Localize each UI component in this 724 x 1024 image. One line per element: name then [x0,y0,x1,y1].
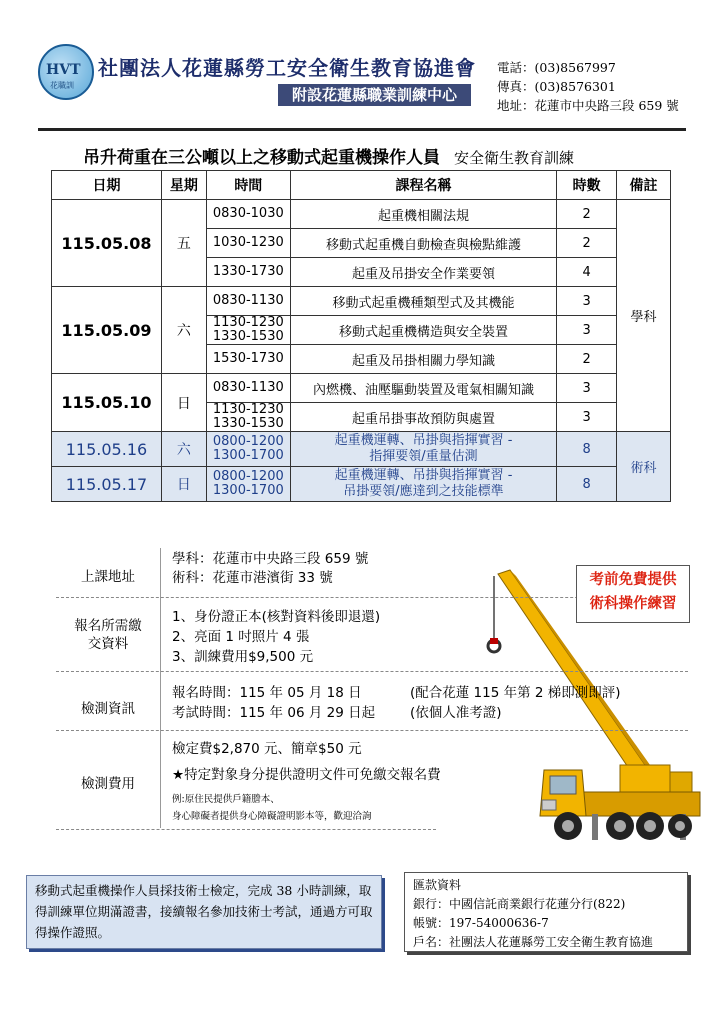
address-label: 上課地址 [81,569,135,585]
exam-date: 考試時間：115 年 06 月 29 日起 [172,705,376,721]
remit-title: 匯款資料 [413,878,462,892]
promo-line: 術科操作練習 [589,596,677,612]
header-weekday: 星期 [161,171,206,200]
docs-item: 1、身份證正本(核對資料後即退還) [172,609,381,625]
branch-banner: 附設花蓮縣職業訓練中心 [278,84,471,106]
course-cell: 內燃機、油壓驅動裝置及電氣相關知識 [290,374,556,403]
table-header-row [52,171,671,200]
exam-registration: 報名時間：115 年 05 月 18 日 [172,685,362,701]
hours-cell: 3 [557,316,617,345]
table-row [52,200,671,229]
time-cell [206,403,290,432]
course-cell [290,432,556,467]
fee-label: 檢測費用 [81,776,135,792]
note-practice-cell: 術科 [617,432,671,502]
time-cell [206,467,290,502]
time-cell: 1330-1730 [206,258,290,287]
header-date: 日期 [52,171,162,200]
course-cell: 移動式起重機種類型式及其機能 [290,287,556,316]
time-line: 0800-1200 [212,469,284,484]
fax-text: 傳真：(03)8576301 [497,79,616,94]
hours-cell: 4 [557,258,617,287]
weekday-cell: 日 [161,467,206,502]
info-rule [56,671,688,672]
time-cell: 0830-1130 [206,287,290,316]
course-cell [290,467,556,502]
docs-label-line1: 報名所需繳 [74,618,142,634]
hours-cell: 2 [557,200,617,229]
time-cell [206,316,290,345]
hours-cell: 2 [557,345,617,374]
info-divider-vertical [160,548,161,828]
header-note: 備註 [617,171,671,200]
info-rule [56,829,436,830]
table-row [52,432,671,467]
fee-text: 檢定費$2,870 元、簡章$50 元 [172,741,362,757]
schedule-table [51,170,671,502]
address-practice: 術科：花蓮市港濱街 33 號 [172,570,333,586]
hours-cell: 2 [557,229,617,258]
time-cell: 0830-1030 [206,200,290,229]
hours-cell: 3 [557,403,617,432]
course-line: 起重機運轉、吊掛與指揮實習 - [334,433,513,448]
header-divider [38,128,686,131]
promo-box [576,565,690,623]
time-line: 1130-1230 [212,402,284,417]
date-cell: 115.05.17 [52,467,162,502]
note-theory-cell: 學科 [617,200,671,432]
course-title [83,143,574,168]
time-line: 1130-1230 [212,315,284,330]
table-row [52,467,671,502]
date-cell: 115.05.16 [52,432,162,467]
course-cell: 起重吊掛事故預防與處置 [290,403,556,432]
hours-cell: 3 [557,374,617,403]
hours-cell: 8 [557,467,617,502]
time-cell [206,432,290,467]
exam-label: 檢測資訊 [81,701,135,717]
table-row [52,287,671,316]
remit-account: 帳號：197-54000636-7 [413,916,549,930]
docs-item: 3、訓練費用$9,500 元 [172,649,314,665]
docs-item: 2、亮面 1 吋照片 4 張 [172,629,310,645]
fee-example-2: 身心障礙者提供身心障礙證明影本等，歡迎洽詢 [172,811,372,822]
time-line: 1300-1700 [212,483,284,498]
weekday-cell: 五 [161,200,206,287]
address-text: 地址：花蓮市中央路三段 659 號 [497,98,679,113]
header-time: 時間 [206,171,290,200]
time-line: 1300-1700 [212,448,284,463]
date-cell: 115.05.09 [52,287,162,374]
logo-subtext: 花職訓 [50,81,74,90]
course-cell: 起重機相關法規 [290,200,556,229]
promo-line: 考前免費提供 [589,572,677,588]
logo-text: HVT [46,62,81,78]
course-line: 指揮要領/重量估測 [369,449,478,464]
weekday-cell: 六 [161,287,206,374]
hours-cell: 8 [557,432,617,467]
time-cell: 1030-1230 [206,229,290,258]
date-cell: 115.05.08 [52,200,162,287]
phone-text: 電話：(03)8567997 [497,60,616,75]
hours-cell: 3 [557,287,617,316]
remit-bank: 銀行：中國信託商業銀行花蓮分行(822) [413,897,626,911]
time-cell: 1530-1730 [206,345,290,374]
time-cell: 0830-1130 [206,374,290,403]
time-line: 0800-1200 [212,434,284,449]
header-course: 課程名稱 [290,171,556,200]
course-cell: 移動式起重機自動檢查與檢點維護 [290,229,556,258]
license-notice: 移動式起重機操作人員採技術士檢定，完成 38 小時訓練，取得訓練單位期滿證書，接續報名參加技術士考試，通過方可取得操作證照。 [26,875,382,949]
remittance-box [404,872,688,952]
org-name: 社團法人花蓮縣勞工安全衛生教育協進會 [98,56,476,80]
address-theory: 學科：花蓮市中央路三段 659 號 [172,551,369,567]
date-cell: 115.05.10 [52,374,162,432]
course-cell: 移動式起重機構造與安全裝置 [290,316,556,345]
weekday-cell: 日 [161,374,206,432]
course-line: 吊掛要領/應達到之技能標準 [343,484,504,499]
header-hours: 時數 [557,171,617,200]
course-line: 起重機運轉、吊掛與指揮實習 - [334,468,513,483]
weekday-cell: 六 [161,432,206,467]
remit-holder: 戶名：社團法人花蓮縣勞工安全衛生教育協進 [413,935,654,949]
time-line: 1330-1530 [212,416,284,431]
table-row [52,374,671,403]
course-cell: 起重及吊掛安全作業要領 [290,258,556,287]
fee-special: ★特定對象身分提供證明文件可免繳交報名費 [172,767,441,783]
exam-registration-note: (配合花蓮 115 年第 2 梯即測即評) [410,685,621,701]
course-title-sub: 安全衛生教育訓練 [454,149,575,167]
course-title-main: 吊升荷重在三公噸以上之移動式起重機操作人員 [83,148,440,168]
exam-date-note: (依個人准考證) [410,705,502,721]
course-cell: 起重及吊掛相關力學知識 [290,345,556,374]
time-line: 1330-1530 [212,329,284,344]
info-rule [56,730,688,731]
fee-example-1: 例:原住民提供戶籍謄本、 [172,794,280,805]
docs-label-line2: 交資料 [87,636,129,652]
